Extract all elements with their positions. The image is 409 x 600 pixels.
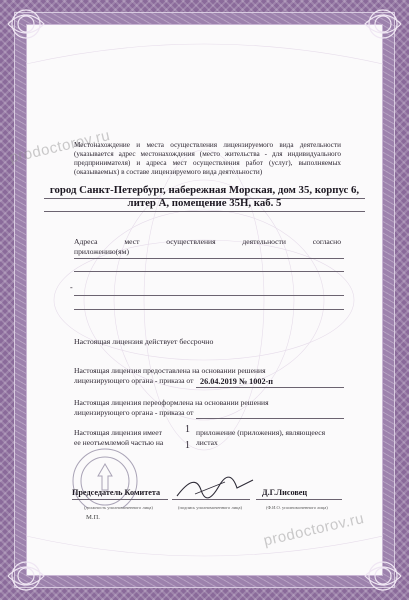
signatory-position: Председатель Комитета — [72, 488, 161, 497]
other-addresses-line2: приложению(ям) — [74, 247, 129, 256]
annex-text1: приложение (приложения), являющееся — [196, 428, 326, 437]
watermark-top: prodoctorov.ru — [8, 126, 112, 167]
validity-statement: Настоящая лицензия действует бессрочно — [74, 337, 214, 346]
other-addresses-line1: Адреса мест осуществления деятельности согласно — [74, 237, 341, 246]
form-line — [74, 258, 344, 259]
signature-caption: (подпись уполномоченного лица) — [178, 505, 242, 510]
signature-line — [172, 499, 250, 500]
signatory-name: Д.Г.Лисовец — [262, 488, 308, 497]
form-line — [196, 418, 344, 419]
granted-basis-line2: лицензирующего органа - приказа от — [74, 376, 194, 385]
reissued-basis-line2: лицензирующего органа - приказа от — [74, 408, 194, 417]
annex-line1: Настоящая лицензия имеет — [74, 428, 162, 437]
watermark-bottom: prodoctorov.ru — [262, 509, 366, 550]
annex-line2: ее неотъемлемой частью на — [74, 438, 164, 447]
position-caption: (должность уполномоченного лица) — [84, 505, 153, 510]
annex-text2: листах — [196, 438, 218, 447]
signature-line — [256, 499, 342, 500]
form-line — [196, 387, 344, 388]
form-line — [74, 295, 344, 296]
granted-order-value: 26.04.2019 № 1002-п — [200, 377, 273, 386]
signature-line — [72, 499, 168, 500]
annex-count: 1 — [185, 424, 190, 435]
form-line — [74, 271, 344, 272]
granted-basis-line1: Настоящая лицензия предоставлена на основании решения — [74, 366, 266, 375]
reissued-basis-line1: Настоящая лицензия переоформлена на основании решения — [74, 398, 269, 407]
scope-description: Местонахождение и места осуществления лицензируемого вида деятельности (указывается адрес местонахождения (место жительства - для индивидуального предпринимателя) и адреса мест осуществления работ (услуг), выполняемых (оказываемых) в составе лицензируемого вида деятельности) — [74, 141, 341, 177]
annex-sheet-count: 1 — [185, 440, 190, 451]
primary-address: город Санкт-Петербург, набережная Морская, дом 35, корпус 6, литер А, помещение 35Н, каб. 5 — [49, 184, 360, 210]
address-underline — [44, 198, 365, 199]
name-caption: (Ф.И.О. уполномоченного лица) — [266, 505, 328, 510]
empty-field-dash: - — [70, 283, 73, 292]
handwritten-signature-icon — [175, 474, 255, 502]
seal-place: М.П. — [86, 514, 100, 521]
address-underline — [44, 211, 365, 212]
form-line — [74, 309, 344, 310]
